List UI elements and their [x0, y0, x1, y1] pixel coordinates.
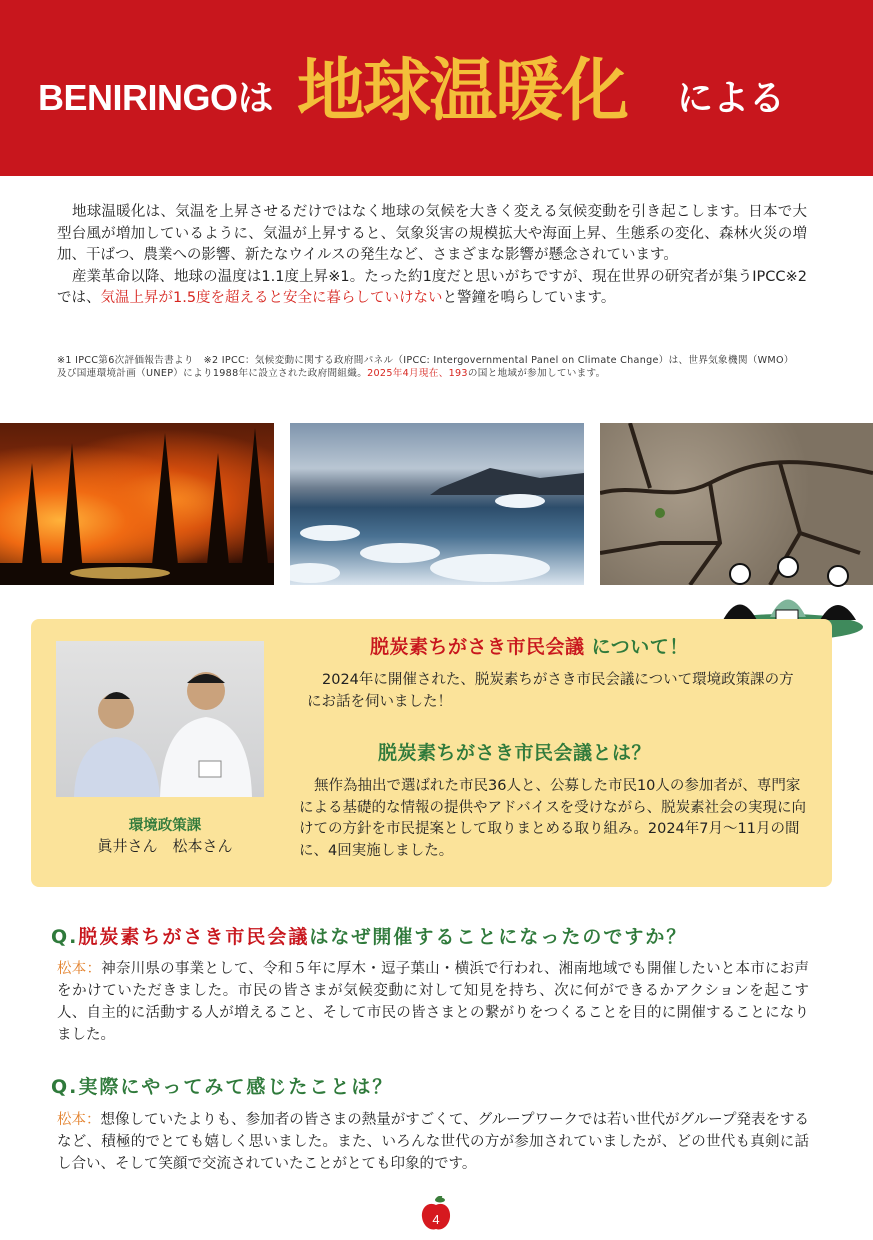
card-intro-text: 2024年に開催された、脱炭素ちがさき市民会議について環境政策課の方にお話を伺いました！: [307, 672, 794, 710]
question-1: [51, 922, 687, 949]
intro-p2-start: 産業革命以降、地球の温度は1.1度上昇※1。たった約1度だと思いがちですが、現在世界の研究者が集うIPCC※2では、: [57, 268, 807, 306]
question-text: 実際にやってみて感じたことは？: [78, 1076, 394, 1098]
question-text: はなぜ開催することになったのですか？: [309, 926, 688, 948]
card-intro: [307, 670, 807, 713]
card-title: [370, 632, 689, 659]
answer-text: 想像していたよりも、参加者の皆さまの熱量がすごくて、グループワークでは若い世代がグループ発表をするなど、積極的でとても嬉しく思いました。また、いろんな世代の方が参加されていましたが、どの世代も真剣に話し合い、そして笑顔で交流されていたことがとても印象的です。: [57, 1112, 810, 1172]
card-subtitle: 脱炭素ちがさき市民会議とは？: [378, 742, 652, 764]
intro-text: [57, 202, 807, 310]
card-description-text: 無作為抽出で選ばれた市民36人と、公募した市民10人の参加者が、専門家による基礎的な情報の提供やアドバイスを受けながら、脱炭素社会の実現に向けての方針を市民提案として取りまとめる取り組み。2024年7月〜11月の間に、4回実施しました。: [299, 778, 807, 859]
footnote-text: ※1 IPCC第6次評価報告書より ※2 IPCC：気候変動に関する政府間パネル（IPCC: Intergovernmental Panel on Climate Change）は、世界気象機関（WMO）及び国連環境計画（UNEP）により1988年に設立された政府間組織。: [57, 355, 794, 379]
intro-warning-highlight: 気温上昇が1.5度を超えると安全に暮らしていけない: [100, 290, 443, 306]
header-title: 地球温暖化: [297, 52, 628, 131]
question-highlight: 脱炭素ちがさき市民会議: [78, 926, 310, 948]
department-label: 環境政策課: [128, 818, 202, 834]
question-2: [51, 1072, 393, 1099]
question-prefix: Q.: [51, 926, 79, 948]
forest-fire-silhouette: [0, 423, 274, 585]
staff-names: 眞井さん 松本さん: [97, 837, 233, 855]
staff-photo: [56, 641, 264, 797]
page-number-apple: [420, 1196, 452, 1232]
staff-figures: [56, 641, 264, 797]
page-number: 4: [432, 1212, 440, 1227]
melting-ice-photo: [290, 423, 584, 585]
card-description: [299, 776, 807, 862]
speaker-label: 松本：: [57, 961, 102, 977]
intro-paragraph-1: 地球温暖化は、気温を上昇させるだけではなく地球の気候を大きく変える気候変動を引き起こします。日本で大型台風が増加しているように、気温が上昇すると、気象災害の規模拡大や海面上昇、生態系の変化、森林火災の増加、干ばつ、農業への影響、新たなウイルスの発生など、さまざまな影響が懸念されています。: [57, 204, 807, 263]
header-prefix: BENIRINGOは: [38, 77, 274, 118]
card-title-suffix: について！: [591, 636, 689, 658]
header-banner: [0, 0, 873, 176]
apple-icon: [420, 1196, 452, 1232]
card-title-main: 脱炭素ちがさき市民会議: [370, 636, 585, 658]
intro-p2-end: と警鐘を鳴らしています。: [442, 290, 616, 306]
intro-paragraph-2: [57, 267, 807, 310]
header-suffix: による: [677, 78, 786, 119]
answer-text: 神奈川県の事業として、令和５年に厚木・逗子葉山・横浜で行われ、湘南地域でも開催したいと本市にお声をかけていただきました。市民の皆さまが気候変動に対して知見を持ち、次に何ができるかアクションを起こす人、自主的に活動する人が増えること、そして市民の皆さまとの繋がりをつくることを目的に開催することになりました。: [57, 961, 810, 1043]
footnote-end: の国と地域が参加しています。: [467, 368, 606, 379]
answer-2: [57, 1109, 809, 1175]
question-prefix: Q.: [51, 1076, 79, 1098]
footnote-highlight: 2025年4月現在、193: [367, 368, 468, 379]
forest-fire-photo: [0, 423, 274, 585]
speaker-label: 松本：: [57, 1112, 101, 1128]
answer-1: [57, 958, 809, 1046]
footnotes: [57, 354, 797, 380]
glacier-silhouette: [290, 423, 584, 585]
